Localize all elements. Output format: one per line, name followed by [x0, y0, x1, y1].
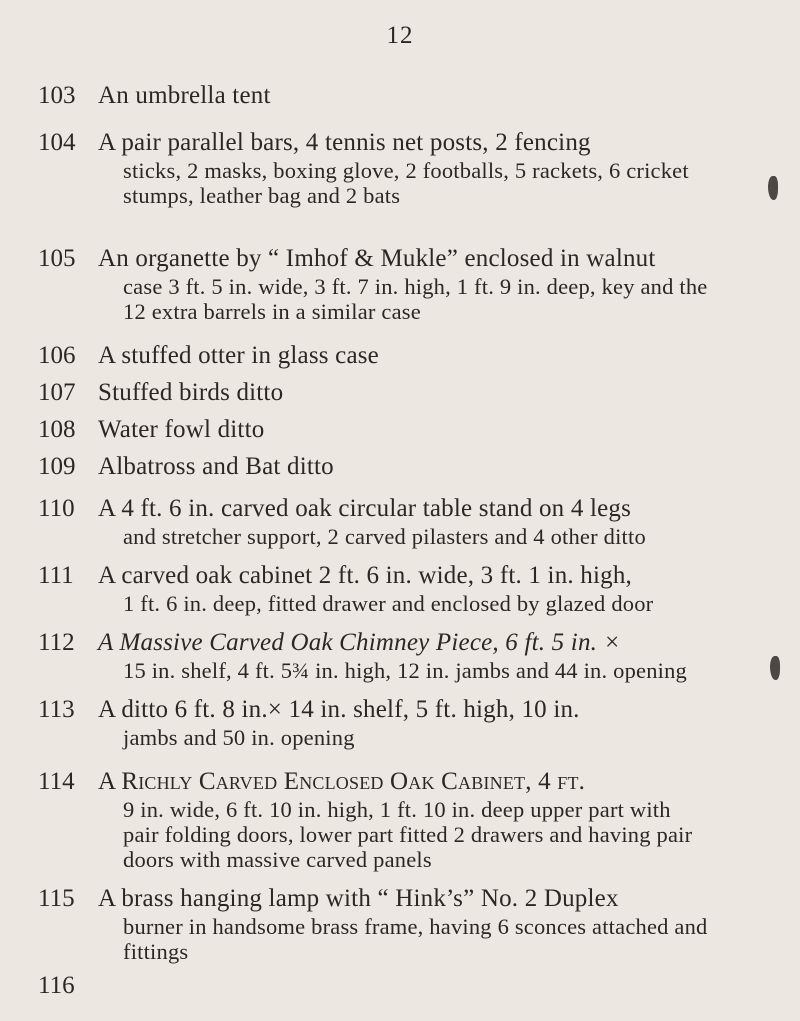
lot-continuation: and stretcher support, 2 carved pilasters and 4 other ditto: [123, 524, 646, 549]
lot-item: [0, 970, 800, 1001]
lot-number: 109: [38, 453, 76, 480]
lot-item: [0, 560, 800, 616]
lot-first-line: Stuffed birds ditto: [98, 379, 284, 406]
lot-continuation: jambs and 50 in. opening: [123, 725, 355, 750]
lot-description: [98, 560, 708, 616]
lot-item: [0, 377, 800, 408]
lot-description: [98, 766, 708, 872]
lot-first-line: An organette by “ Imhof & Mukle” enclosed in walnut: [98, 245, 656, 272]
lot-description: [98, 80, 708, 111]
lot-number: 104: [38, 129, 76, 156]
lot-continuation: 9 in. wide, 6 ft. 10 in. high, 1 ft. 10 in. deep upper part with pair folding doors, lower part fitted 2 drawers and having pair doors with massive carved panels: [123, 797, 693, 872]
ink-blot: [768, 176, 778, 200]
lot-continuation: burner in handsome brass frame, having 6 sconces attached and fittings: [123, 914, 708, 964]
lot-item: [0, 243, 800, 324]
lot-number: 114: [38, 768, 75, 795]
lot-first-line: An umbrella tent: [98, 82, 271, 109]
lot-first-line: A ditto 6 ft. 8 in.× 14 in. shelf, 5 ft. high, 10 in.: [98, 696, 580, 723]
lot-continuation: case 3 ft. 5 in. wide, 3 ft. 7 in. high, 1 ft. 9 in. deep, key and the 12 extra barrels in a similar case: [123, 274, 708, 324]
lot-item: [0, 127, 800, 208]
lot-description: [98, 451, 708, 482]
lot-item: [0, 340, 800, 371]
lot-number: 107: [38, 379, 76, 406]
lot-number: 115: [38, 885, 75, 912]
lot-description: [98, 340, 708, 371]
lot-description: [98, 883, 708, 964]
lot-number: 108: [38, 416, 76, 443]
lot-continuation: 15 in. shelf, 4 ft. 5¾ in. high, 12 in. jambs and 44 in. opening: [123, 658, 688, 683]
lot-item: [0, 694, 800, 750]
lot-number: 105: [38, 245, 76, 272]
lot-description: [98, 127, 708, 208]
lot-number: 113: [38, 696, 75, 723]
lot-first-line: Albatross and Bat ditto: [98, 453, 334, 480]
lot-first-line: A brass hanging lamp with “ Hink’s” No. 2 Duplex: [98, 885, 619, 912]
lot-continuation: sticks, 2 masks, boxing glove, 2 footballs, 5 rackets, 6 cricket stumps, leather bag and 2 bats: [123, 158, 689, 208]
ink-blot: [770, 656, 780, 680]
lot-number: 112: [38, 629, 75, 656]
lot-first-line: A Richly Carved Enclosed Oak Cabinet, 4 ft.: [98, 768, 586, 795]
lot-description: [98, 243, 708, 324]
lot-item: [0, 80, 800, 111]
lot-first-line: A carved oak cabinet 2 ft. 6 in. wide, 3 ft. 1 in. high,: [98, 562, 632, 589]
lot-first-line: A 4 ft. 6 in. carved oak circular table stand on 4 legs: [98, 495, 632, 522]
lot-description: [98, 694, 708, 750]
lot-number: 110: [38, 495, 75, 522]
lot-description: [98, 627, 708, 683]
lot-item: [0, 451, 800, 482]
lot-number: 103: [38, 82, 76, 109]
page-number: 12: [386, 22, 414, 49]
lot-item: [0, 766, 800, 872]
lot-first-line: Water fowl ditto: [98, 416, 265, 443]
lot-item: [0, 627, 800, 683]
lot-first-line: A Massive Carved Oak Chimney Piece, 6 ft. 5 in. ×: [98, 629, 621, 656]
lot-first-line: A stuffed otter in glass case: [98, 342, 379, 369]
lot-description: [98, 414, 708, 445]
lot-continuation: 1 ft. 6 in. deep, fitted drawer and enclosed by glazed door: [123, 591, 654, 616]
lot-number: 116: [38, 972, 75, 999]
lot-item: [0, 883, 800, 964]
lot-description: [98, 377, 708, 408]
lot-number: 106: [38, 342, 76, 369]
lot-description: [98, 493, 708, 549]
lot-first-line: A pair parallel bars, 4 tennis net posts, 2 fencing: [98, 129, 591, 156]
lot-number: 111: [38, 562, 74, 589]
lot-list: [0, 80, 800, 1001]
lot-item: [0, 493, 800, 549]
lot-item: [0, 414, 800, 445]
